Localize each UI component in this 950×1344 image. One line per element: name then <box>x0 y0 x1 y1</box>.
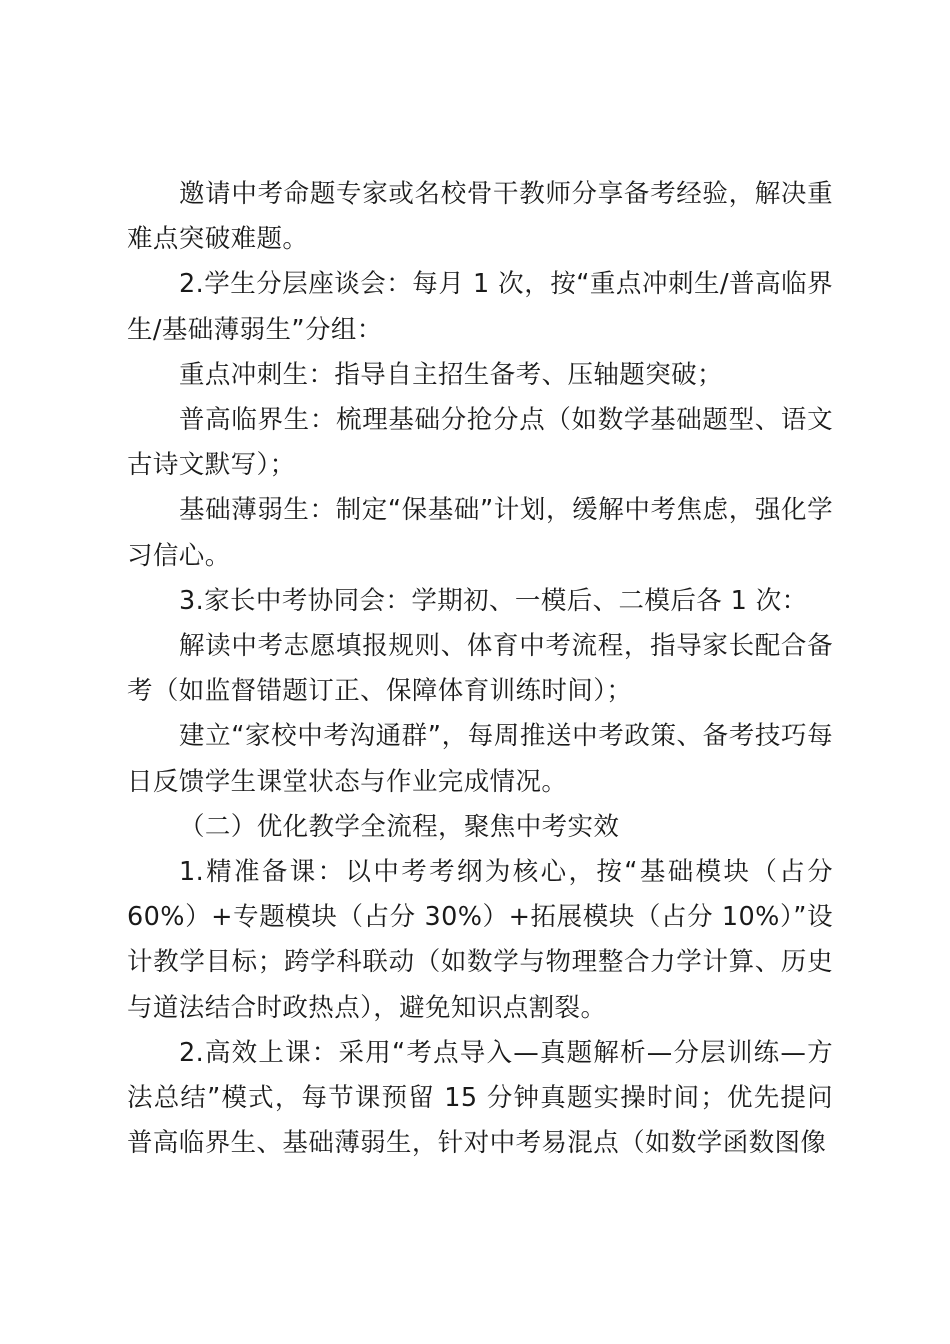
paragraph-student-seminar: 2.学生分层座谈会：每月 1 次，按“重点冲刺生/普高临界生/基础薄弱生”分组： <box>127 269 833 345</box>
paragraph-volunteer-guidance: 解读中考志愿填报规则、体育中考流程，指导家长配合备考（如监督错题订正、保障体育训练时间）； <box>127 631 833 707</box>
paragraph-efficient-teaching: 2.高效上课：采用“考点导入—真题解析—分层训练—方法总结”模式，每节课预留 15 分钟真题实操时间；优先提问普高临界生、基础薄弱生，针对中考易混点（如数学函数图像 <box>127 1037 833 1159</box>
paragraph-borderline-students: 普高临界生：梳理基础分抢分点（如数学基础题型、语文古诗文默写）； <box>127 405 833 481</box>
paragraph-weak-foundation-students: 基础薄弱生：制定“保基础”计划，缓解中考焦虑，强化学习信心。 <box>127 495 833 571</box>
paragraph-parent-meeting: 3.家长中考协同会：学期初、一模后、二模后各 1 次： <box>179 585 808 616</box>
paragraph-communication-group: 建立“家校中考沟通群”，每周推送中考政策、备考技巧每日反馈学生课堂状态与作业完成情况。 <box>127 721 833 797</box>
document-body <box>127 172 833 1166</box>
paragraph-key-sprint-students: 重点冲刺生：指导自主招生备考、压轴题突破； <box>179 359 723 390</box>
paragraph-lesson-preparation: 1.精准备课：以中考考纲为核心，按“基础模块（占分 60%）+专题模块（占分 30%）+拓展模块（占分 10%）”设计教学目标；跨学科联动（如数学与物理整合力学计算、历史与道法结合时政热点），避免知识点割裂。 <box>127 857 833 1023</box>
paragraph-expert-invitation: 邀请中考命题专家或名校骨干教师分享备考经验，解决重难点突破难题。 <box>127 179 833 255</box>
section-heading-teaching-process: （二）优化教学全流程，聚焦中考实效 <box>179 811 620 842</box>
